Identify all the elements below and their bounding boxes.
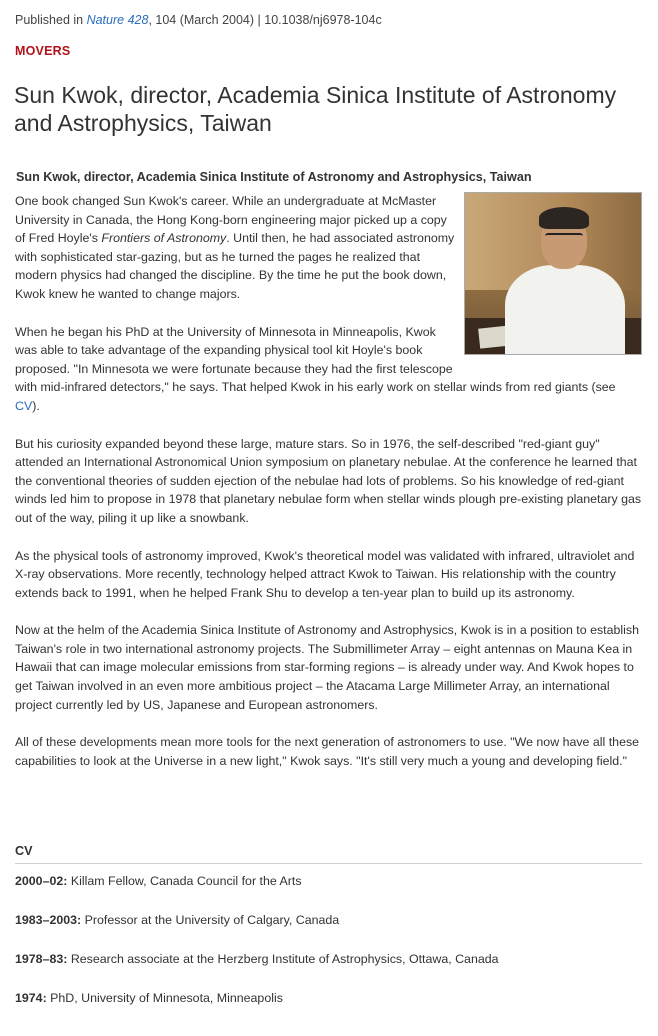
- citation-prefix: Published in: [15, 13, 87, 27]
- cv-link[interactable]: CV: [15, 398, 33, 413]
- book-title: Frontiers of Astronomy: [101, 231, 227, 246]
- cv-years: 1983–2003:: [15, 913, 82, 927]
- cv-item: [15, 873, 642, 912]
- citation-line: [15, 13, 382, 27]
- cv-years: 1974:: [15, 991, 47, 1005]
- cv-heading: CV: [15, 844, 642, 864]
- article-subheading: Sun Kwok, director, Academia Sinica Institute of Astronomy and Astrophysics, Taiwan: [16, 170, 532, 184]
- section-label: MOVERS: [15, 44, 71, 58]
- cv-item: [15, 951, 642, 990]
- paragraph-3: But his curiosity expanded beyond these large, mature stars. So in 1976, the self-described "red-giant guy" attended an International Astronomical Union symposium on planetary nebulae. At the conference he learned that the conventional theories of sudden ejection of the nebulae had lots of problems. So his knowledge of red-giant winds led him to propose in 1978 that planetary nebulae form when stellar winds plough pre-existing planetary gas out of the way, piling it up like a snowbank.: [15, 436, 642, 525]
- cv-list: [15, 873, 642, 1029]
- paragraph-4: As the physical tools of astronomy improved, Kwok's theoretical model was validated with infrared, ultraviolet and X-ray observations. More recently, technology helped attract Kwok to Taiwan. His relationship with the country extends back to 1991, when he helped Frank Shu to develop a ten-year plan to build up its astronomy.: [15, 548, 635, 600]
- journal-link[interactable]: Nature 428: [86, 13, 149, 27]
- cv-text: Killam Fellow, Canada Council for the Arts: [67, 874, 302, 888]
- cv-text: PhD, University of Minnesota, Minneapolis: [46, 991, 283, 1005]
- cv-years: 2000–02:: [15, 874, 68, 888]
- paragraph-6: All of these developments mean more tools for the next generation of astronomers to use. "We now have all these capabilities to look at the Universe in a new light," Kwok says. "It's still very much a young and developing field.": [15, 735, 640, 768]
- citation-suffix: , 104 (March 2004) | 10.1038/nj6978-104c: [148, 13, 382, 27]
- page-title: Sun Kwok, director, Academia Sinica Institute of Astronomy and Astrophysics, Taiwan: [14, 82, 617, 136]
- paragraph-5: Now at the helm of the Academia Sinica Institute of Astronomy and Astrophysics, Kwok is in a position to establish Taiwan's role in two international astronomy projects. The Submillimeter Array – eight antennas on Mauna Kea in Hawaii that can image molecular emissions from star-forming regions – is already under way. And Kwok hopes to get Taiwan involved in an even more ambitious project – the Atacama Large Millimeter Array, an international project currently led by US, Japanese and European astronomers.: [15, 623, 639, 712]
- cv-item: [15, 990, 642, 1029]
- portrait-photo: [464, 192, 642, 355]
- paragraph-1: One book changed Sun Kwok's career. While an undergraduate at McMaster University in Canada, the Hong Kong-born engineering major picked up a copy of Fred Hoyle's Frontiers of Astronomy. Until then, he had associated astronomy with sophisticated star-gazing, but as he turned the pages he realized that modern physics had changed the discipline. By the time he put the book down, Kwok knew he wanted to change majors.: [15, 194, 455, 301]
- article-body: [15, 192, 642, 789]
- cv-text: Research associate at the Herzberg Institute of Astrophysics, Ottawa, Canada: [67, 952, 499, 966]
- cv-text: Professor at the University of Calgary, Canada: [81, 913, 340, 927]
- cv-item: [15, 912, 642, 951]
- paragraph-2: When he began his PhD at the University of Minnesota in Minneapolis, Kwok was able to take advantage of the expanding physical tool kit Hoyle's book proposed. "In Minnesota we were fortunate because they had the first telescope with mid-infrared detectors," he says. That helped Kwok in his early work on stellar winds from red giants (see CV).: [15, 324, 616, 413]
- cv-years: 1978–83:: [15, 952, 68, 966]
